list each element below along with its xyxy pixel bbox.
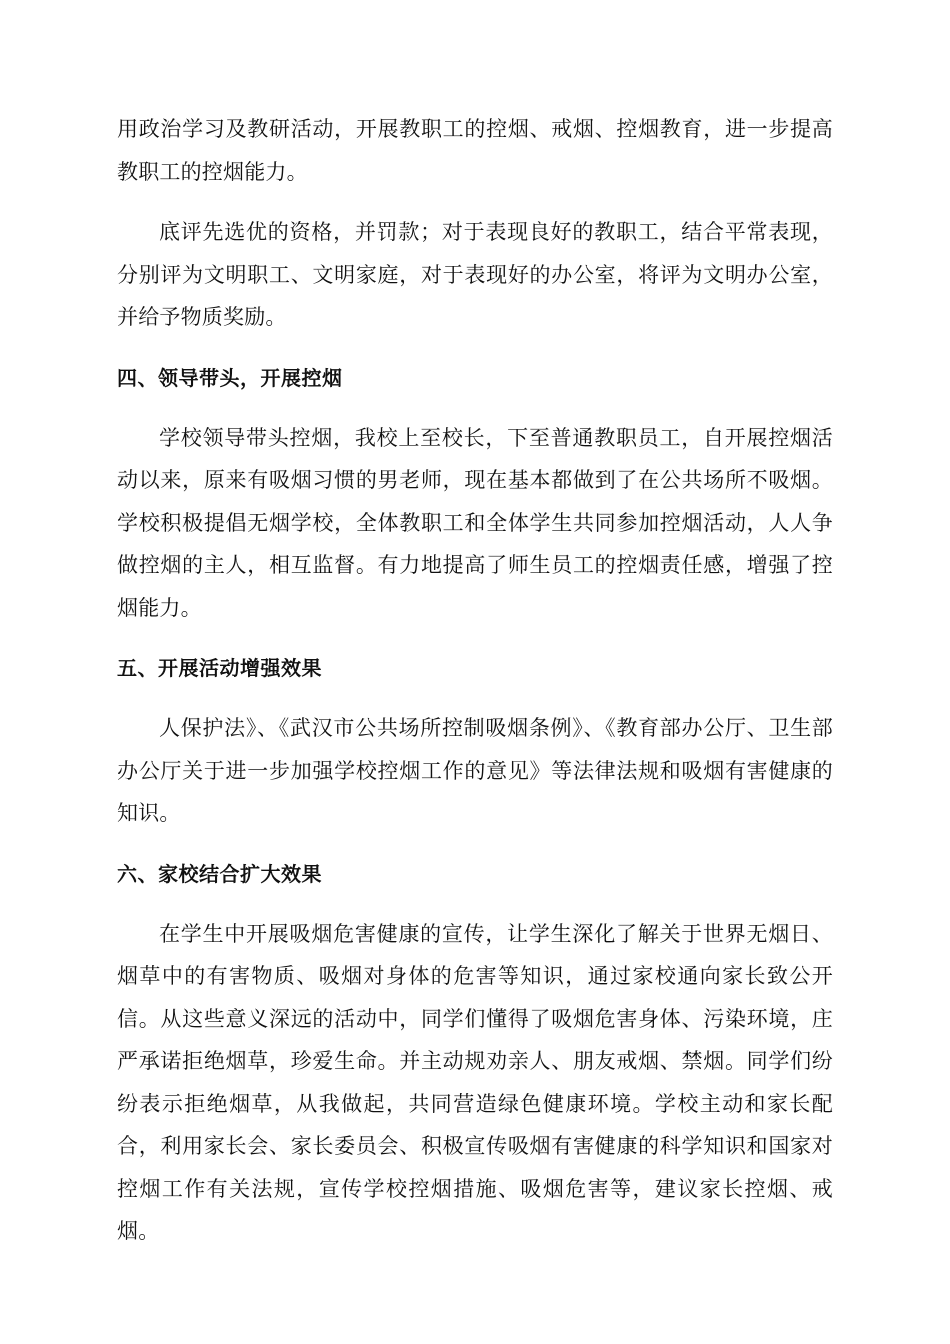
- paragraph-3: 学校领导带头控烟，我校上至校长，下至普通教职员工，自开展控烟活动以来，原来有吸烟习惯的男老师，现在基本都做到了在公共场所不吸烟。学校积极提倡无烟学校，全体教职工和全体学生共同参加控烟活动，人人争做控烟的主人，相互监督。有力地提高了师生员工的控烟责任感，增强了控烟能力。: [117, 425, 833, 620]
- section-heading-5: 五、开展活动增强效果: [117, 656, 322, 680]
- section-heading-4: 四、领导带头，开展控烟: [117, 365, 343, 390]
- section-heading-6: 六、家校结合扩大效果: [117, 861, 322, 886]
- paragraph-5: 在学生中开展吸烟危害健康的宣传，让学生深化了解关于世界无烟日、烟草中的有害物质、吸烟对身体的危害等知识，通过家校通向家长致公开信。从这些意义深远的活动中，同学们懂得了吸烟危害身体、污染环境，庄严承诺拒绝烟草，珍爱生命。并主动规劝亲人、朋友戒烟、禁烟。同学们纷纷表示拒绝烟草，从我做起，共同营造绿色健康环境。学校主动和家长配合，利用家长会、家长委员会、积极宣传吸烟有害健康的科学知识和国家对控烟工作有关法规，宣传学校控烟措施、吸烟危害等，建议家长控烟、戒烟。: [117, 921, 833, 1243]
- paragraph-1: 用政治学习及教研活动，开展教职工的控烟、戒烟、控烟教育，进一步提高教职工的控烟能力。: [117, 117, 833, 184]
- document-page: [117, 108, 833, 1253]
- paragraph-2: 底评先选优的资格，并罚款；对于表现良好的教职工，结合平常表现，分别评为文明职工、文明家庭，对于表现好的办公室，将评为文明办公室，并给予物质奖励。: [117, 220, 833, 329]
- paragraph-4: 人保护法》、《武汉市公共场所控制吸烟条例》、《教育部办公厅、卫生部办公厅关于进一步加强学校控烟工作的意见》等法律法规和吸烟有害健康的知识。: [117, 716, 833, 825]
